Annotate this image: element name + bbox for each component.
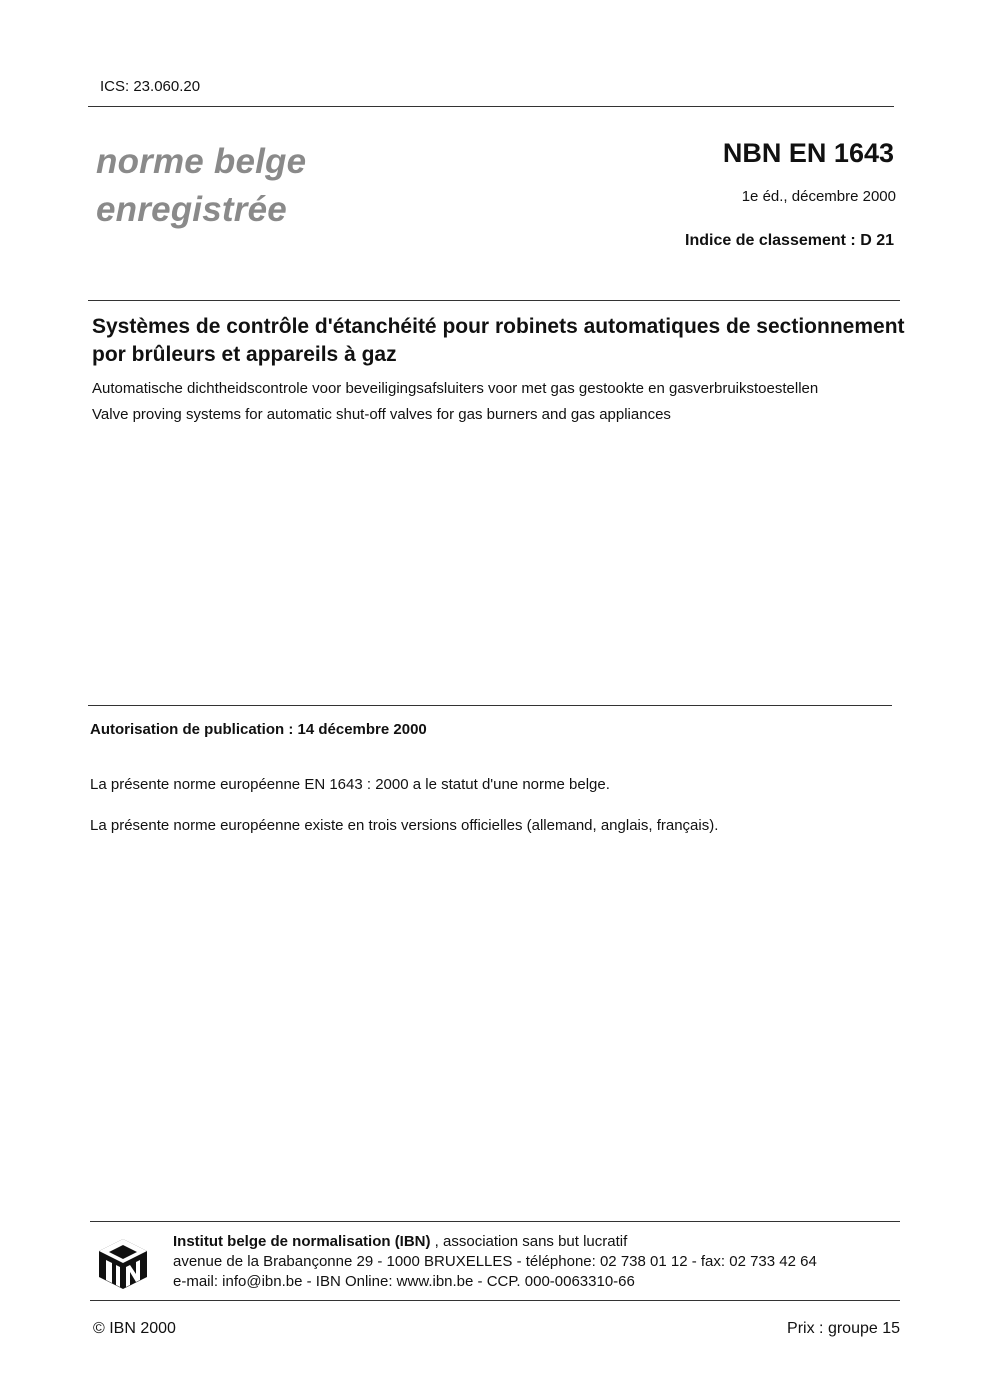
brand-title (96, 138, 306, 234)
institute-line (173, 1232, 817, 1252)
ibn-logo-icon (98, 1238, 148, 1290)
ics-code: ICS: 23.060.20 (100, 78, 201, 95)
versions-paragraph: La présente norme européenne existe en trois versions officielles (allemand, anglais, français). (90, 817, 719, 834)
status-paragraph: La présente norme européenne EN 1643 : 2000 a le statut d'une norme belge. (90, 776, 610, 793)
institute-contact: e-mail: info@ibn.be - IBN Online: www.ibn.be - CCP. 000-0063310-66 (173, 1273, 635, 1290)
institute-info (173, 1232, 817, 1292)
header-top-rule (88, 106, 894, 107)
classification-index: Indice de classement : D 21 (685, 232, 894, 249)
copyright: © IBN 2000 (93, 1320, 176, 1337)
footer-top-rule (90, 1221, 900, 1222)
standard-number: NBN EN 1643 (722, 138, 894, 168)
footer-bottom-rule (90, 1300, 900, 1301)
institute-name: Institut belge de normalisation (IBN) (173, 1233, 431, 1250)
title-french: Systèmes de contrôle d'étanchéité pour robinets automatiques de sectionnement por brûleurs et appareils à gaz (92, 315, 905, 366)
institute-address: avenue de la Brabançonne 29 - 1000 BRUXELLES - téléphone: 02 738 01 12 - fax: 02 733 42 64 (173, 1253, 817, 1270)
title-top-rule (88, 300, 900, 301)
publication-authorisation: Autorisation de publication : 14 décembre 2000 (90, 721, 427, 738)
title-english: Valve proving systems for automatic shut-off valves for gas burners and gas appliances (92, 406, 671, 423)
brand-line-2: enregistrée (96, 190, 287, 229)
body-top-rule (88, 705, 892, 706)
institute-suffix: , association sans but lucratif (430, 1233, 628, 1250)
price-group: Prix : groupe 15 (787, 1320, 900, 1337)
title-dutch: Automatische dichtheidscontrole voor beveiligingsafsluiters voor met gas gestookte en gasverbruikstoestellen (92, 380, 819, 397)
brand-line-1: norme belge (96, 142, 307, 181)
edition-date: 1e éd., décembre 2000 (741, 188, 896, 205)
